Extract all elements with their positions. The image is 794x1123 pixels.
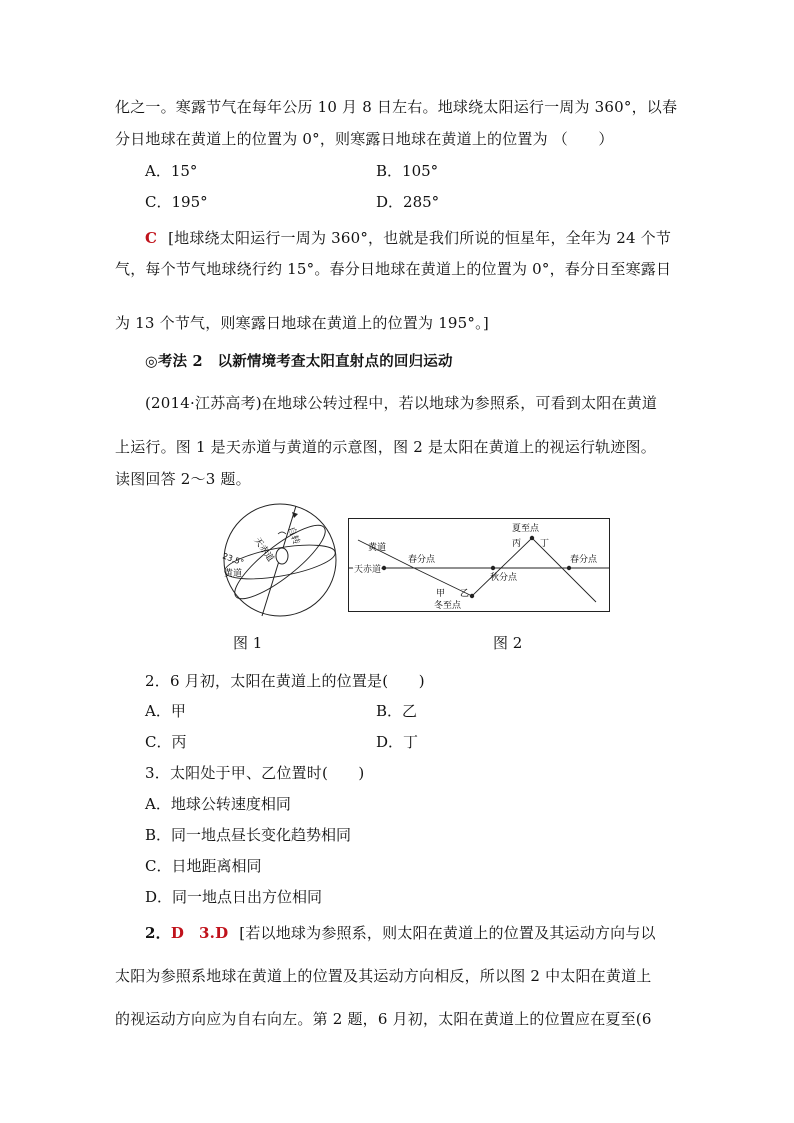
- figure2-caption: 图 2: [493, 634, 523, 652]
- fig1-equator-label: 天赤道: [251, 535, 276, 564]
- fig2-winter: 冬至点: [434, 601, 462, 611]
- q2-option-d: D．丁: [376, 733, 419, 751]
- figure1-caption: 图 1: [233, 634, 263, 652]
- q1-stem-line1: 化之一。寒露节气在每年公历 10 月 8 日左右。地球绕太阳运行一周为 360°，以春: [115, 98, 678, 116]
- q1-option-a: A．15°: [145, 162, 198, 180]
- q1-explanation-line1: [145, 227, 671, 248]
- q1-explanation-line2: 气，每个节气地球绕行约 15°。春分日地球在黄道上的位置为 0°，春分日至寒露日: [115, 260, 672, 278]
- q1-option-c: C．195°: [145, 193, 208, 211]
- answer23-prefix: 2．: [145, 924, 171, 942]
- fig1-ecliptic-label: 黄道: [224, 569, 243, 579]
- q2-stem: 2．6 月初，太阳在黄道上的位置是( ): [145, 672, 425, 690]
- fig2-ding: 丁: [540, 539, 550, 549]
- fig2-bing: 丙: [512, 539, 522, 549]
- q2-option-a: A．甲: [145, 702, 186, 720]
- q3-stem: 3．太阳处于甲、乙位置时( ): [145, 764, 365, 782]
- section-heading: ◎考法 2 以新情境考查太阳直射点的回归运动: [145, 353, 453, 370]
- q1-explain-text1: [地球绕太阳运行一周为 360°，也就是我们所说的恒星年，全年为 24 个节: [168, 229, 672, 247]
- fig2-ecliptic-label: 黄道: [368, 543, 387, 553]
- q1-option-b: B．105°: [376, 162, 439, 180]
- answer23-a2: D: [170, 924, 185, 942]
- q3-option-a: A．地球公转速度相同: [145, 795, 291, 813]
- intro-line2: 上运行。图 1 是天赤道与黄道的示意图，图 2 是太阳在黄道上的视运行轨迹图。: [115, 438, 656, 456]
- fig2-summer: 夏至点: [512, 524, 540, 534]
- figure1-diagram: [218, 500, 344, 620]
- fig1-rotation-label: 自转: [285, 525, 301, 546]
- q2-option-b: B．乙: [376, 702, 418, 720]
- q1-answer: C: [145, 229, 158, 247]
- fig2-autumn: 秋分点: [490, 573, 518, 583]
- q2-option-c: C．丙: [145, 733, 187, 751]
- q1-explanation-line3: 为 13 个节气，则寒露日地球在黄道上的位置为 195°。]: [115, 314, 489, 332]
- intro-line3: 读图回答 2～3 题。: [115, 470, 251, 488]
- fig2-jia: 甲: [436, 589, 446, 599]
- answer23-line1: [145, 922, 656, 943]
- fig2-spring-left: 春分点: [408, 555, 436, 565]
- fig2-yi: 乙: [460, 589, 470, 599]
- q1-option-d: D．285°: [376, 193, 440, 211]
- answer23-a3: 3.D: [199, 924, 229, 942]
- q3-option-b: B．同一地点昼长变化趋势相同: [145, 826, 352, 844]
- fig1-angle-label: 23.5°: [221, 551, 245, 568]
- figure2-diagram: [348, 518, 610, 614]
- intro-line1: (2014·江苏高考)在地球公转过程中，若以地球为参照系，可看到太阳在黄道: [145, 394, 658, 412]
- q1-stem-line2: 分日地球在黄道上的位置为 0°，则寒露日地球在黄道上的位置为 （ ）: [115, 130, 614, 148]
- answer23-line2: 太阳为参照系地球在黄道上的位置及其运动方向相反，所以图 2 中太阳在黄道上: [115, 967, 652, 985]
- fig2-equator-label: 天赤道: [354, 565, 382, 575]
- q3-option-d: D．同一地点日出方位相同: [145, 888, 323, 906]
- fig2-spring-right: 春分点: [570, 555, 598, 565]
- q3-option-c: C．日地距离相同: [145, 857, 262, 875]
- answer23-text1: [若以地球为参照系，则太阳在黄道上的位置及其运动方向与以: [239, 924, 656, 942]
- answer23-line3: 的视运动方向应为自右向左。第 2 题，6 月初，太阳在黄道上的位置应在夏至(6: [115, 1010, 652, 1028]
